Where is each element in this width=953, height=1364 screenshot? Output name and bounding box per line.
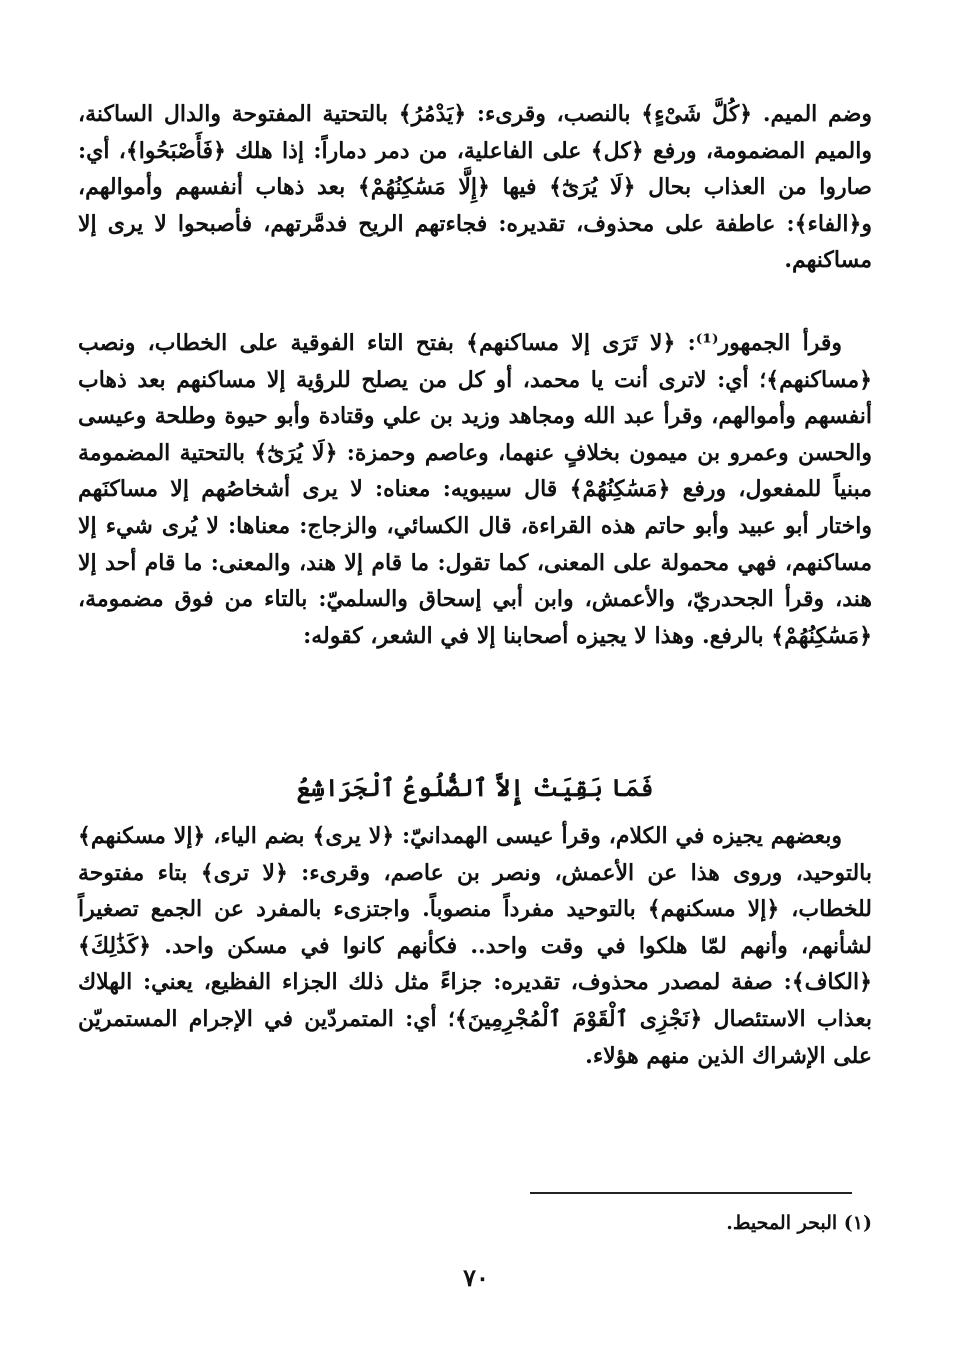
footnote-marker: (١) xyxy=(843,1212,872,1234)
paragraph-3 xyxy=(78,818,872,1074)
poetry-verse: فَمَا بَقِيَتْ إِلاَّ ٱلضُّلُوعُ ٱلْجَرَاشِعُ xyxy=(296,773,654,802)
paragraph-1-text: وضم الميم. ﴿كُلَّ شَىْءٍ﴾ بالنصب، وقرىء: ﴿يَدْمُرُ﴾ بالتحتية المفتوحة والدال الساكنة، والميم المضمومة، ورفع ﴿كل﴾ على الفاعلية، من دمر دماراً: إذا هلك ﴿فَأَصْبَحُوا﴾، أي: صاروا من العذاب بحال ﴿لَا يُرَىٰٓ﴾ فيها ﴿إِلَّا مَسَٰكِنُهُمْ﴾ بعد ذهاب أنفسهم وأموالهم، و﴿الفاء﴾: عاطفة على محذوف، تقديره: فجاءتهم الريح فدمَّرتهم، فأصبحوا لا يرى إلا مساكنهم. xyxy=(78,101,872,274)
paragraph-3-text: وبعضهم يجيزه في الكلام، وقرأ عيسى الهمدانيّ: ﴿لا يرى﴾ بضم الياء، ﴿إلا مسكنهم﴾ بالتوحيد، وروى هذا عن الأعمش، ونصر بن عاصم، وقرىء: ﴿لا ترى﴾ بتاء مفتوحة للخطاب، ﴿إلا مسكنهم﴾ بالتوحيد مفرداً منصوباً. واجتزىء بالمفرد عن الجمع تصغيراً لشأنهم، وأنهم لمّا هلكوا في وقت واحد.. فكأنهم كانوا في مسكن واحد. ﴿كَذَٰلِكَ﴾ ﴿الكاف﴾: صفة لمصدر محذوف، تقديره: جزاءً مثل ذلك الجزاء الفظيع، يعني: الهلاك بعذاب الاستئصال ﴿نَجْزِى ٱلْقَوْمَ ٱلْمُجْرِمِينَ﴾؛ أي: المتمردّين في الإجرام المستمريّن على الإشراك الذين منهم هؤلاء. xyxy=(78,823,872,1069)
footnote-divider xyxy=(530,1192,852,1194)
page-number: ٧٠ xyxy=(463,1263,489,1292)
footnote xyxy=(400,1208,872,1238)
footnote-text: البحر المحيط. xyxy=(726,1212,838,1234)
paragraph-2 xyxy=(78,325,872,654)
paragraph-2-text: وقرأ الجمهور⁽¹⁾: ﴿لا تَرَى إلا مساكنهم﴾ بفتح التاء الفوقية على الخطاب، ونصب ﴿مساكنهم﴾؛ أي: لاترى أنت يا محمد، أو كل من يصلح للرؤية إلا مساكنهم بعد ذهاب أنفسهم وأموالهم، وقرأ عبد الله ومجاهد وزيد بن علي وقتادة وأبو حيوة وطلحة وعيسى والحسن وعمرو بن ميمون بخلافٍ عنهما، وعاصم وحمزة: ﴿لَا يُرَىٰٓ﴾ بالتحتية المضمومة مبنياً للمفعول، ورفع ﴿مَسَٰكِنُهُمْ﴾ قال سيبويه: معناه: لا يرى أشخاصُهم إلا مساكنَهم واختار أبو عبيد وأبو حاتم هذه القراءة، قال الكسائي، والزجاج: معناها: لا يُرى شيء إلا مساكنهم، فهي محمولة على المعنى، كما تقول: ما قام إلا هند، والمعنى: ما قام أحد إلا هند، وقرأ الجحدريّ، والأعمش، وابن أبي إسحاق والسلميّ: بالتاء من فوق مضمومة، ﴿مَسَٰكِنُهُمْ﴾ بالرفع. وهذا لا يجيزه أصحابنا إلا في الشعر، كقوله: xyxy=(78,330,872,649)
paragraph-1 xyxy=(78,96,872,279)
